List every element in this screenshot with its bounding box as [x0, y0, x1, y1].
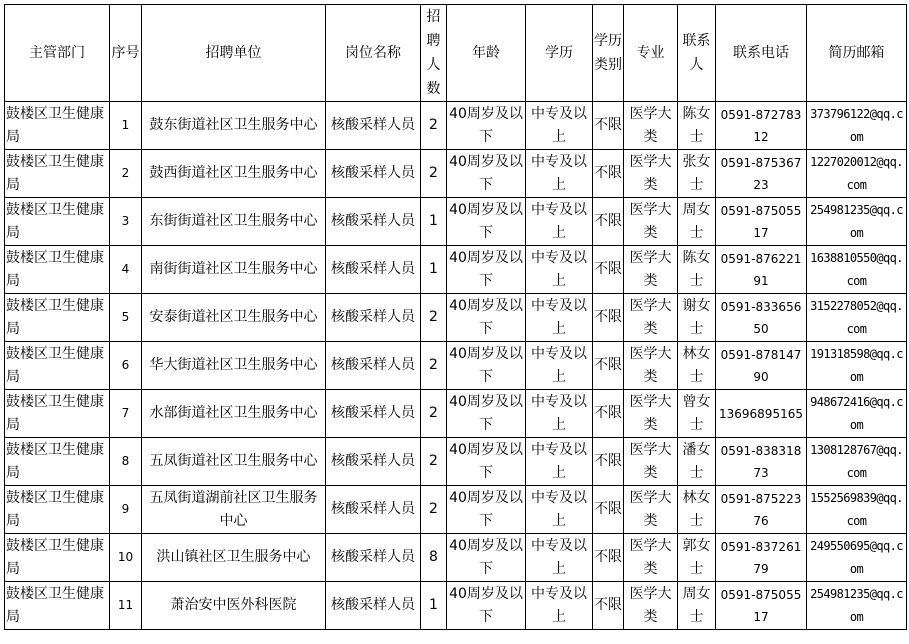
- edu-type-cell: 不限: [593, 390, 624, 438]
- email-cell: 249550695@qq.com: [807, 534, 907, 582]
- edu-type-cell: 不限: [593, 582, 624, 630]
- position-cell: 核酸采样人员: [326, 390, 421, 438]
- age-cell: 40周岁及以下: [447, 150, 526, 198]
- header-age: 年龄: [447, 5, 526, 102]
- table-row: [5, 150, 907, 198]
- no-cell: 1: [110, 102, 142, 150]
- position-cell: 核酸采样人员: [326, 198, 421, 246]
- unit-cell: 水部街道社区卫生服务中心: [142, 390, 326, 438]
- major-cell: 医学大类: [624, 438, 678, 486]
- phone-cell: 0591-87814790: [716, 342, 807, 390]
- contact-cell: 林女士: [678, 486, 716, 534]
- count-cell: 2: [421, 438, 447, 486]
- contact-cell: 谢女士: [678, 294, 716, 342]
- table-row: [5, 438, 907, 486]
- age-cell: 40周岁及以下: [447, 342, 526, 390]
- major-cell: 医学大类: [624, 486, 678, 534]
- email-cell: 948672416@qq.com: [807, 390, 907, 438]
- contact-cell: 郭女士: [678, 534, 716, 582]
- email-cell: 254981235@qq.com: [807, 582, 907, 630]
- table-row: [5, 294, 907, 342]
- no-cell: 3: [110, 198, 142, 246]
- table-row: [5, 582, 907, 630]
- no-cell: 8: [110, 438, 142, 486]
- edu-cell: 中专及以上: [526, 150, 593, 198]
- phone-cell: 0591-87505517: [716, 198, 807, 246]
- email-cell: 1638810550@qq.com: [807, 246, 907, 294]
- edu-type-cell: 不限: [593, 246, 624, 294]
- contact-cell: 曾女士: [678, 390, 716, 438]
- no-cell: 4: [110, 246, 142, 294]
- email-cell: 1227020012@qq.com: [807, 150, 907, 198]
- major-cell: 医学大类: [624, 294, 678, 342]
- edu-cell: 中专及以上: [526, 294, 593, 342]
- email-cell: 254981235@qq.com: [807, 198, 907, 246]
- edu-type-cell: 不限: [593, 342, 624, 390]
- no-cell: 9: [110, 486, 142, 534]
- phone-cell: 0591-87522376: [716, 486, 807, 534]
- unit-cell: 洪山镇社区卫生服务中心: [142, 534, 326, 582]
- count-cell: 2: [421, 150, 447, 198]
- edu-type-cell: 不限: [593, 198, 624, 246]
- edu-type-cell: 不限: [593, 150, 624, 198]
- contact-cell: 陈女士: [678, 246, 716, 294]
- dept-cell: 鼓楼区卫生健康局: [5, 150, 110, 198]
- recruitment-table: [4, 4, 907, 630]
- major-cell: 医学大类: [624, 246, 678, 294]
- edu-type-cell: 不限: [593, 486, 624, 534]
- major-cell: 医学大类: [624, 102, 678, 150]
- table-row: [5, 534, 907, 582]
- phone-cell: 0591-87536723: [716, 150, 807, 198]
- dept-cell: 鼓楼区卫生健康局: [5, 582, 110, 630]
- header-position: 岗位名称: [326, 5, 421, 102]
- dept-cell: 鼓楼区卫生健康局: [5, 486, 110, 534]
- count-cell: 1: [421, 246, 447, 294]
- edu-cell: 中专及以上: [526, 438, 593, 486]
- no-cell: 10: [110, 534, 142, 582]
- count-cell: 2: [421, 102, 447, 150]
- contact-cell: 陈女士: [678, 102, 716, 150]
- contact-cell: 周女士: [678, 582, 716, 630]
- edu-type-cell: 不限: [593, 534, 624, 582]
- dept-cell: 鼓楼区卫生健康局: [5, 438, 110, 486]
- header-count: 招聘人数: [421, 5, 447, 102]
- count-cell: 2: [421, 390, 447, 438]
- phone-cell: 0591-83365650: [716, 294, 807, 342]
- position-cell: 核酸采样人员: [326, 294, 421, 342]
- count-cell: 8: [421, 534, 447, 582]
- header-row: [5, 5, 907, 102]
- age-cell: 40周岁及以下: [447, 294, 526, 342]
- header-edu-type: 学历类别: [593, 5, 624, 102]
- count-cell: 2: [421, 342, 447, 390]
- header-email: 简历邮箱: [807, 5, 907, 102]
- age-cell: 40周岁及以下: [447, 198, 526, 246]
- header-edu: 学历: [526, 5, 593, 102]
- table-row: [5, 246, 907, 294]
- age-cell: 40周岁及以下: [447, 438, 526, 486]
- edu-type-cell: 不限: [593, 294, 624, 342]
- position-cell: 核酸采样人员: [326, 150, 421, 198]
- major-cell: 医学大类: [624, 150, 678, 198]
- edu-cell: 中专及以上: [526, 534, 593, 582]
- dept-cell: 鼓楼区卫生健康局: [5, 294, 110, 342]
- count-cell: 2: [421, 486, 447, 534]
- phone-cell: 0591-87505517: [716, 582, 807, 630]
- position-cell: 核酸采样人员: [326, 582, 421, 630]
- edu-cell: 中专及以上: [526, 390, 593, 438]
- unit-cell: 东街街道社区卫生服务中心: [142, 198, 326, 246]
- position-cell: 核酸采样人员: [326, 534, 421, 582]
- table-row: [5, 390, 907, 438]
- unit-cell: 华大街道社区卫生服务中心: [142, 342, 326, 390]
- age-cell: 40周岁及以下: [447, 486, 526, 534]
- phone-cell: 0591-83726179: [716, 534, 807, 582]
- dept-cell: 鼓楼区卫生健康局: [5, 534, 110, 582]
- header-no: 序号: [110, 5, 142, 102]
- edu-cell: 中专及以上: [526, 198, 593, 246]
- unit-cell: 萧治安中医外科医院: [142, 582, 326, 630]
- header-phone: 联系电话: [716, 5, 807, 102]
- header-dept: 主管部门: [5, 5, 110, 102]
- email-cell: 1552569839@qq.com: [807, 486, 907, 534]
- contact-cell: 张女士: [678, 150, 716, 198]
- count-cell: 1: [421, 198, 447, 246]
- no-cell: 11: [110, 582, 142, 630]
- age-cell: 40周岁及以下: [447, 390, 526, 438]
- no-cell: 5: [110, 294, 142, 342]
- major-cell: 医学大类: [624, 198, 678, 246]
- edu-cell: 中专及以上: [526, 342, 593, 390]
- position-cell: 核酸采样人员: [326, 438, 421, 486]
- unit-cell: 五凤街道湖前社区卫生服务中心: [142, 486, 326, 534]
- position-cell: 核酸采样人员: [326, 342, 421, 390]
- dept-cell: 鼓楼区卫生健康局: [5, 246, 110, 294]
- phone-cell: 13696895165: [716, 390, 807, 438]
- count-cell: 1: [421, 582, 447, 630]
- header-unit: 招聘单位: [142, 5, 326, 102]
- dept-cell: 鼓楼区卫生健康局: [5, 390, 110, 438]
- table-row: [5, 486, 907, 534]
- edu-cell: 中专及以上: [526, 102, 593, 150]
- unit-cell: 鼓东街道社区卫生服务中心: [142, 102, 326, 150]
- no-cell: 7: [110, 390, 142, 438]
- dept-cell: 鼓楼区卫生健康局: [5, 102, 110, 150]
- major-cell: 医学大类: [624, 390, 678, 438]
- dept-cell: 鼓楼区卫生健康局: [5, 342, 110, 390]
- major-cell: 医学大类: [624, 534, 678, 582]
- phone-cell: 0591-83831873: [716, 438, 807, 486]
- table-row: [5, 342, 907, 390]
- unit-cell: 鼓西街道社区卫生服务中心: [142, 150, 326, 198]
- age-cell: 40周岁及以下: [447, 102, 526, 150]
- contact-cell: 周女士: [678, 198, 716, 246]
- phone-cell: 0591-87278312: [716, 102, 807, 150]
- dept-cell: 鼓楼区卫生健康局: [5, 198, 110, 246]
- email-cell: 3152278052@qq.com: [807, 294, 907, 342]
- unit-cell: 五凤街道社区卫生服务中心: [142, 438, 326, 486]
- position-cell: 核酸采样人员: [326, 102, 421, 150]
- edu-cell: 中专及以上: [526, 486, 593, 534]
- major-cell: 医学大类: [624, 582, 678, 630]
- edu-cell: 中专及以上: [526, 246, 593, 294]
- position-cell: 核酸采样人员: [326, 486, 421, 534]
- table-row: [5, 102, 907, 150]
- count-cell: 2: [421, 294, 447, 342]
- email-cell: 1308128767@qq.com: [807, 438, 907, 486]
- age-cell: 40周岁及以下: [447, 246, 526, 294]
- header-contact: 联系人: [678, 5, 716, 102]
- contact-cell: 潘女士: [678, 438, 716, 486]
- age-cell: 40周岁及以下: [447, 582, 526, 630]
- major-cell: 医学大类: [624, 342, 678, 390]
- edu-type-cell: 不限: [593, 438, 624, 486]
- edu-cell: 中专及以上: [526, 582, 593, 630]
- email-cell: 191318598@qq.com: [807, 342, 907, 390]
- contact-cell: 林女士: [678, 342, 716, 390]
- age-cell: 40周岁及以下: [447, 534, 526, 582]
- position-cell: 核酸采样人员: [326, 246, 421, 294]
- phone-cell: 0591-87622191: [716, 246, 807, 294]
- unit-cell: 南街街道社区卫生服务中心: [142, 246, 326, 294]
- no-cell: 2: [110, 150, 142, 198]
- no-cell: 6: [110, 342, 142, 390]
- table-row: [5, 198, 907, 246]
- edu-type-cell: 不限: [593, 102, 624, 150]
- header-major: 专业: [624, 5, 678, 102]
- unit-cell: 安泰街道社区卫生服务中心: [142, 294, 326, 342]
- email-cell: 373796122@qq.com: [807, 102, 907, 150]
